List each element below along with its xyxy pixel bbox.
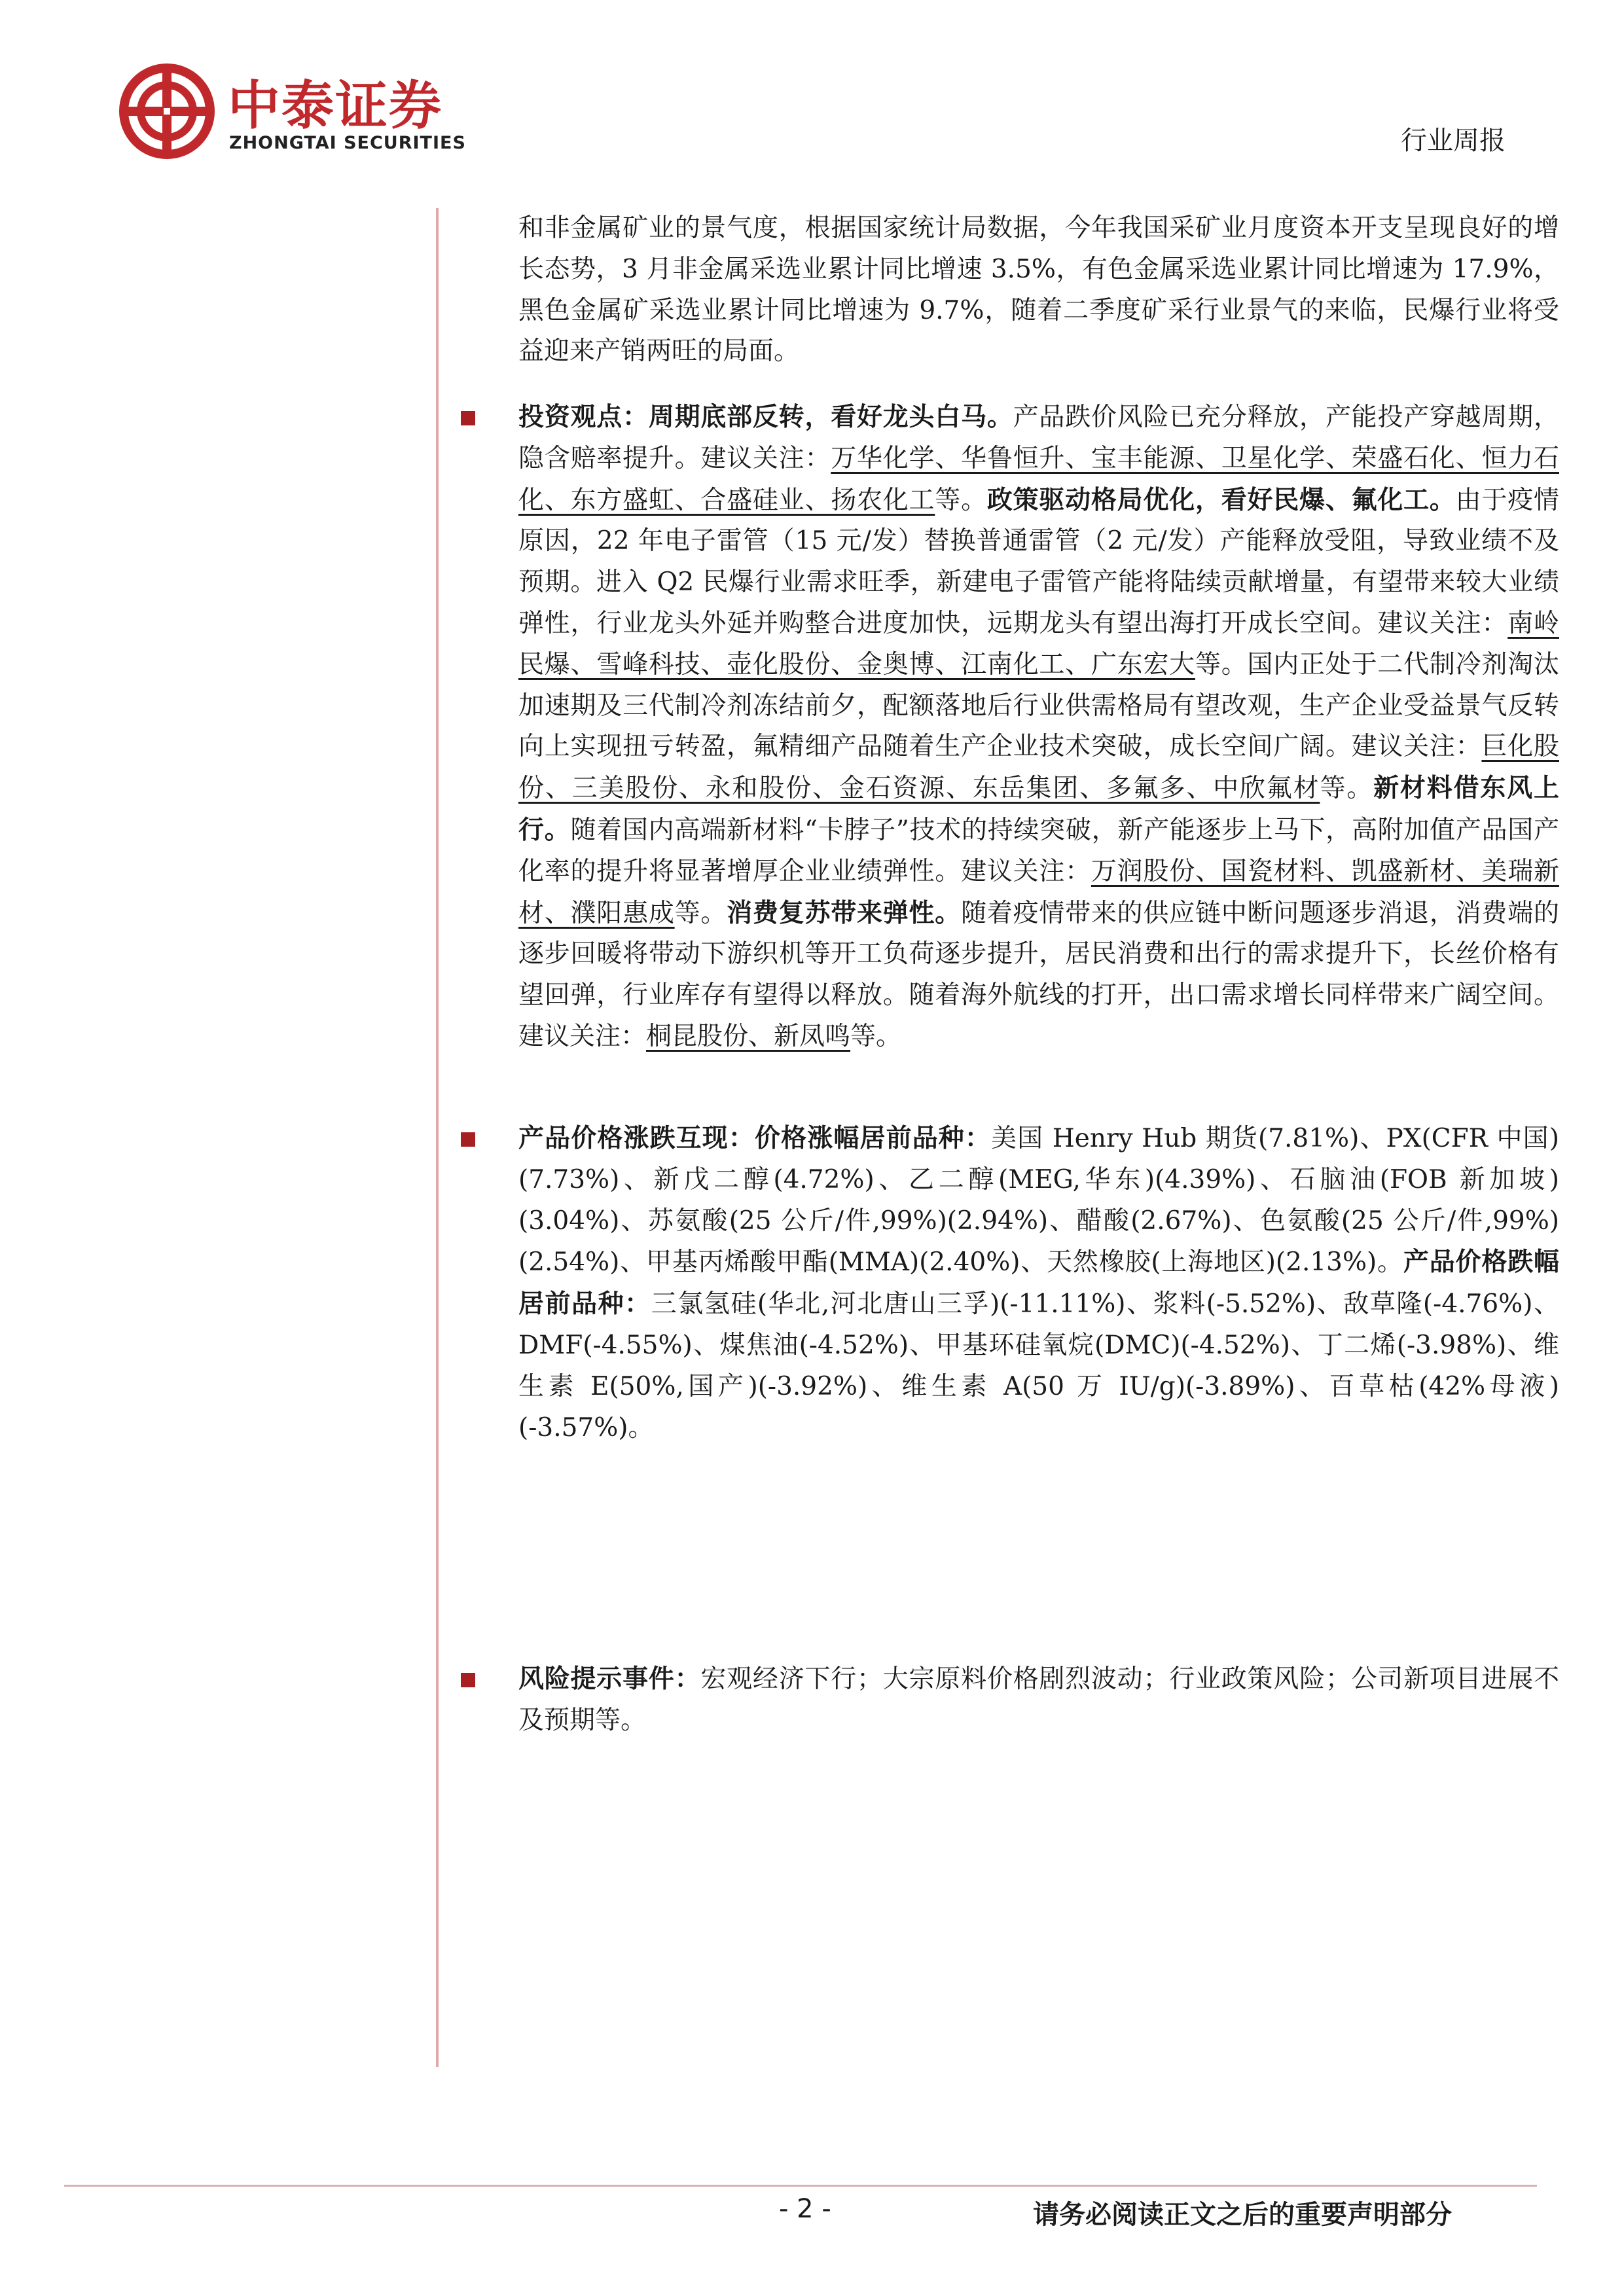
price-up-list: 美国 Henry Hub 期货(7.81%)、PX(CFR 中国)(7.73%)、新戊二醇(4.72%)、乙二醇(MEG,华东)(4.39%)、石脑油(FOB 新加坡)(3.04%)、苏氨酸(25 公斤/件,99%)(2.94%)、醋酸(2.67%)、色氨酸(25 公斤/件,99%)(2.54%)、甲基丙烯酸甲酯(MMA)(2.40%)、天然橡胶(上海地区)(2.13%)。 <box>518 1124 1559 1278</box>
stock-list-1: 万华化学、华鲁恒升、宝丰能源、卫星化学、荣盛石化、恒力石化、东方盛虹、合盛硅业、扬农化工 <box>518 443 1559 515</box>
investment-text-2: 等。 <box>935 485 987 515</box>
page-number: - 2 - <box>779 2194 831 2224</box>
new-materials-heading: 新材料借东风上行。 <box>518 773 1559 845</box>
logo-chinese-name: 中泰证券 <box>228 75 442 136</box>
company-logo <box>118 62 497 164</box>
left-margin-rule <box>436 208 439 2067</box>
investment-text-7: 等。 <box>674 898 727 928</box>
stock-list-5: 桐昆股份、新凤鸣 <box>646 1021 851 1051</box>
price-down-heading: 产品价格跌幅居前品种： <box>518 1247 1559 1319</box>
investment-view-paragraph <box>518 397 1559 1058</box>
intro-paragraph-block <box>518 208 1559 372</box>
risk-heading: 风险提示事件： <box>518 1664 701 1694</box>
bullet-square-icon <box>461 1132 475 1147</box>
footer-divider <box>64 2185 1537 2187</box>
investment-text-8: 随着疫情带来的供应链中断问题逐步消退，消费端的逐步回暖将带动下游织机等开工负荷逐步提升，居民消费和出行的需求提升下，长丝价格有望回弹，行业库存有望得以释放。随着海外航线的打开，出口需求增长同样带来广阔空间。建议关注： <box>518 898 1559 1051</box>
investment-text-5: 等。 <box>1320 774 1374 804</box>
price-up-heading: 产品价格涨跌互现：价格涨幅居前品种： <box>518 1123 992 1153</box>
investment-view-block <box>518 397 1559 1058</box>
bullet-square-icon <box>461 411 475 425</box>
investment-text-4: 等。国内正处于二代制冷剂淘汰加速期及三代制冷剂冻结前夕，配额落地后行业供需格局有望改观，生产企业受益景气反转向上实现扭亏转盈，氟精细产品随着生产企业技术突破，成长空间广阔。建议关注： <box>518 649 1559 762</box>
risk-paragraph <box>518 1659 1559 1742</box>
investment-text-9: 等。 <box>850 1021 902 1051</box>
consumption-heading: 消费复苏带来弹性。 <box>727 897 962 928</box>
logo-english-name: ZHONGTAI SECURITIES <box>229 133 466 153</box>
stock-list-3: 巨化股份、三美股份、永和股份、金石资源、东岳集团、多氟多、中欣氟材 <box>518 732 1559 804</box>
report-type-label: 行业周报 <box>1401 126 1506 156</box>
investment-text-3: 由于疫情原因，22 年电子雷管（15 元/发）替换普通雷管（2 元/发）产能释放受阻，导致业绩不及预期。进入 Q2 民爆行业需求旺季，新建电子雷管产能将陆续贡献增量，有望带来较大业绩弹性，行业龙头外延并购整合进度加快，远期龙头有望出海打开成长空间。建议关注： <box>518 485 1559 638</box>
policy-heading: 政策驱动格局优化，看好民爆、氟化工。 <box>986 484 1456 515</box>
bullet-square-icon <box>461 1673 475 1687</box>
investment-heading: 投资观点：周期底部反转，看好龙头白马。 <box>518 402 1013 432</box>
stock-list-2: 南岭民爆、雪峰科技、壶化股份、金奥博、江南化工、广东宏大 <box>518 608 1559 679</box>
intro-paragraph: 和非金属矿业的景气度，根据国家统计局数据，今年我国采矿业月度资本开支呈现良好的增长态势，3 月非金属采选业累计同比增速 3.5%，有色金属采选业累计同比增速为 17.9%，黑色金属矿采选业累计同比增速为 9.7%，随着二季度矿采行业景气的来临，民爆行业将受益迎来产销两旺的局面。 <box>518 213 1559 367</box>
investment-text-1: 产品跌价风险已充分释放，产能投产穿越周期，隐含赔率提升。建议关注： <box>518 403 1559 473</box>
price-change-block <box>518 1118 1559 1448</box>
stock-list-4: 万润股份、国瓷材料、凯盛新材、美瑞新材、濮阳惠成 <box>518 856 1559 928</box>
investment-text-6: 随着国内高端新材料“卡脖子”技术的持续突破，新产能逐步上马下，高附加值产品国产化率的提升将显著增厚企业业绩弹性。建议关注： <box>518 815 1559 886</box>
risk-text: 宏观经济下行；大宗原料价格剧烈波动；行业政策风险；公司新项目进展不及预期等。 <box>518 1664 1559 1735</box>
risk-block <box>518 1659 1559 1742</box>
footer-disclaimer: 请务必阅读正文之后的重要声明部分 <box>1033 2199 1452 2230</box>
zhongtai-logo-icon <box>118 62 216 160</box>
price-change-paragraph <box>518 1118 1559 1448</box>
price-down-list: 三氯氢硅(华北,河北唐山三孚)(-11.11%)、浆料(-5.52%)、敌草隆(-4.76%)、DMF(-4.55%)、煤焦油(-4.52%)、甲基环硅氧烷(DMC)(-4.52%)、丁二烯(-3.98%)、维生素 E(50%,国产)(-3.92%)、维生素 A(50 万 IU/g)(-3.89%)、百草枯(42%母液)(-3.57%)。 <box>518 1289 1559 1443</box>
